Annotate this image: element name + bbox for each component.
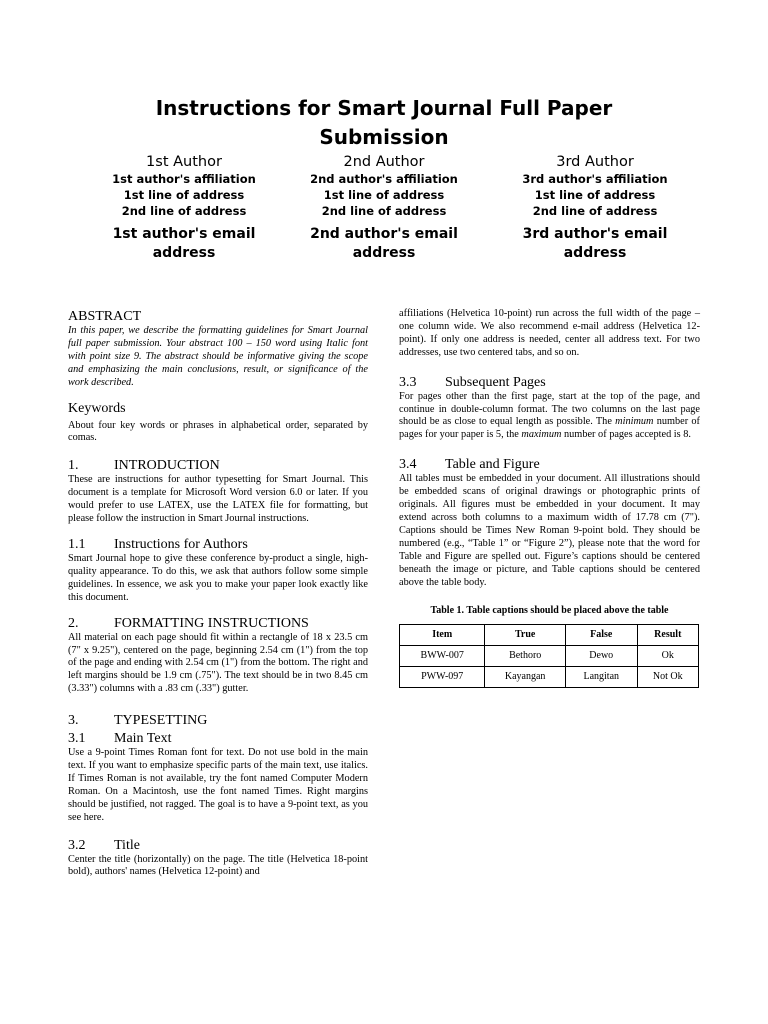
author-address-line-1: 1st line of address [534,188,656,202]
author-affiliation: 3rd author's affiliation [522,172,668,186]
author-email [485,225,705,263]
author-email [74,225,294,263]
section-heading-3-4 [399,456,700,473]
table-cell: Kayangan [485,667,566,688]
author-address-line-2: 2nd line of address [121,204,247,218]
section-heading-intro [68,457,368,474]
text-run: For pages other than the first page, start at the top of the page, and continue in double-column format. The two columns on the last page should be as close to equal length as possible. The [399,390,700,428]
author-block-1 [74,153,294,263]
subsequent-pages-text [399,391,700,443]
author-block-2 [274,153,494,263]
section-number: 1. [68,458,79,474]
table-cell: PWW-097 [400,667,485,688]
table-row [400,667,699,688]
left-column [68,308,368,879]
section-title: FORMATTING INSTRUCTIONS [114,615,309,631]
emphasis-maximum: maximum [521,429,562,441]
author-address-line-1: 1st line of address [123,188,245,202]
title-text-continued: affiliations (Helvetica 10-point) run across the full width of the page – one column wide. We also recommend e-mail address (Helvetica 12-point). If only one address is needed, center all address text. For two addresses, use two centered tabs, and so on. [399,308,700,358]
section-number: 1.1 [68,536,86,552]
emphasis-minimum: minimum [615,416,654,428]
table-cell: Ok [637,646,698,667]
table-cell: Langitan [565,667,637,688]
section-number: 3.3 [399,374,417,390]
author-block-3 [485,153,705,263]
author-email-line-2: address [152,245,216,261]
title-text-paragraph: Center the title (horizontally) on the page. The title (Helvetica 18-point bold), authors' names (Helvetica 12-point) and [68,853,368,878]
section-title: INTRODUCTION [114,458,220,474]
table-header-cell: False [565,625,637,646]
table-header-cell: Item [400,625,485,646]
abstract-text: In this paper, we describe the formatting guidelines for Smart Journal full paper submission. Your abstract 100 – 150 word using Italic font with point size 9. The abstract should be informative giving the scope and emphasizing the main conclusions, result, or significance of the work described. [68,325,368,388]
table-cell: BWW-007 [400,646,485,667]
paper-title [0,94,768,152]
author-address-line-2: 2nd line of address [321,204,447,218]
table-header-cell: Result [637,625,698,646]
section-number: 3.4 [399,457,417,473]
intro-text: These are instructions for author typesetting for Smart Journal. This document is a template for Microsoft Word version 6.0 or later. If you would prefer to use LATEX, use the LATEX file for formatting, but please follow the instruction in Smart Journal instructions. [68,474,368,525]
author-address-line-2: 2nd line of address [532,204,658,218]
keywords-heading: Keywords [68,400,126,416]
author-email [274,225,494,263]
author-email-line-2: address [563,245,627,261]
table-cell: Not Ok [637,667,698,688]
section-number: 3.2 [68,837,86,853]
section-heading-3-3 [399,374,700,391]
author-name: 2nd Author [343,154,425,170]
author-email-line-1: 2nd author's email [310,226,458,242]
text-run: number of pages accepted is 8. [561,429,691,441]
section-title: TYPESETTING [114,713,208,729]
table-caption: Table 1. Table captions should be placed above the table [430,605,669,617]
right-column [399,308,700,688]
text-run: number of pages for your paper is 5, the [399,416,700,441]
table-cell: Dewo [565,646,637,667]
table-figure-text: All tables must be embedded in your document. All illustrations should be embedded scans of original drawings or photographic prints of originals. All figures must be embedded in your document. It may extend across both columns to a maximum width of 17.78 cm (7"). Captions should be Times New Roman 9-point bold. They should be numbered (e.g., “Table 1” or “Figure 2”), please note that the word for Table and Figure are spelled out. Figure’s captions should be centered beneath the image or picture, and Table captions should be centered above the table body. [399,473,700,588]
title-line-1: Instructions for Smart Journal Full Paper [155,96,613,120]
section-title: Main Text [114,731,172,747]
author-email-line-2: address [352,245,416,261]
section-number: 2. [68,615,79,631]
section-number: 3. [68,713,79,729]
section-heading-3-2 [68,837,368,854]
authors-instructions-text: Smart Journal hope to give these conference by-product a single, high-quality appearance. To do this, we ask that authors follow some simple guidelines. In essence, we ask you to make your paper look exactly like this document. [68,552,368,603]
author-affiliation: 1st author's affiliation [112,172,256,186]
table-header-cell: True [485,625,566,646]
results-table [399,624,699,688]
table-row [400,646,699,667]
author-name: 1st Author [146,154,222,170]
main-text-paragraph: Use a 9-point Times Roman font for text. Do not use bold in the main text. If you want to emphasize specific parts of the main text, use italics. If Times Roman is not available, try the font named Computer Modern Roman. On a Macintosh, use the font named Times. Right margins should be justified, not ragged. The goal is to have a 9-point text, as you see here. [68,747,368,823]
section-title: Instructions for Authors [114,536,248,552]
author-name: 3rd Author [556,154,634,170]
author-email-line-1: 1st author's email [112,226,256,242]
table-cell: Bethoro [485,646,566,667]
section-title: Table and Figure [445,457,540,473]
section-title: Title [114,837,140,853]
title-line-2: Submission [319,125,449,149]
author-email-line-1: 3rd author's email [522,226,668,242]
formatting-text: All material on each page should fit within a rectangle of 18 x 23.5 cm (7" x 9.25"), centered on the page, beginning 2.54 cm (1") from the top of the page and ending with 2.54 cm (1") from the bottom. The right and left margins should be 1.9 cm (.75"). The text should be in two 8.45 cm (3.33") columns with a .83 cm (.33") gutter. [68,631,368,695]
keywords-text: About four key words or phrases in alphabetical order, separated by comas. [68,419,368,444]
abstract-heading: ABSTRACT [68,309,142,324]
section-heading-2 [68,615,368,632]
author-affiliation: 2nd author's affiliation [310,172,458,186]
section-heading-3 [68,712,368,729]
section-heading-3-1 [68,730,368,747]
section-number: 3.1 [68,731,86,747]
table-header-row [400,625,699,646]
author-address-line-1: 1st line of address [323,188,445,202]
section-title: Subsequent Pages [445,374,546,390]
section-heading-1-1 [68,536,368,553]
